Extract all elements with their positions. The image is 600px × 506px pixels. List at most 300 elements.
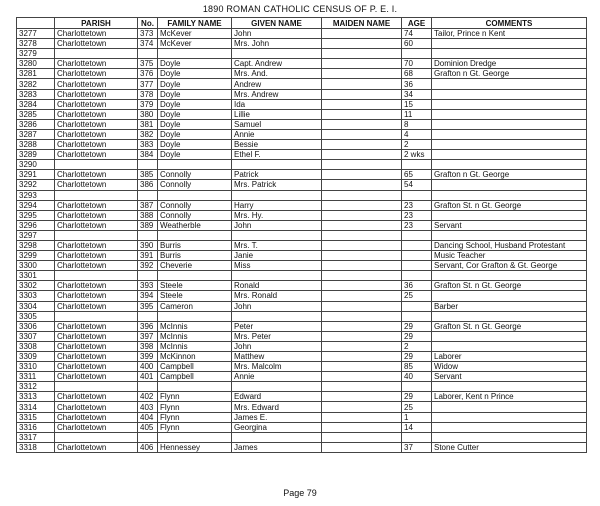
cell-record-number: 3311 [17, 372, 55, 382]
table-row [17, 150, 587, 160]
cell-number: 373 [138, 29, 158, 39]
cell-age: 8 [402, 119, 432, 129]
table-row [17, 99, 587, 109]
cell-age: 74 [402, 29, 432, 39]
cell-given-name [232, 311, 322, 321]
cell-family-name: McKever [158, 29, 232, 39]
cell-parish: Charlottetown [55, 281, 138, 291]
cell-record-number: 3315 [17, 412, 55, 422]
cell-family-name: Flynn [158, 412, 232, 422]
table-row [17, 442, 587, 452]
cell-parish [55, 230, 138, 240]
cell-parish: Charlottetown [55, 240, 138, 250]
cell-number: 397 [138, 331, 158, 341]
cell-age: 29 [402, 331, 432, 341]
header-row [17, 18, 587, 29]
cell-number: 403 [138, 402, 158, 412]
cell-parish: Charlottetown [55, 402, 138, 412]
cell-parish: Charlottetown [55, 69, 138, 79]
cell-maiden-name [322, 352, 402, 362]
cell-comments [432, 412, 587, 422]
cell-record-number: 3300 [17, 261, 55, 271]
cell-record-number: 3301 [17, 271, 55, 281]
cell-number [138, 382, 158, 392]
table-row [17, 170, 587, 180]
cell-number: 377 [138, 79, 158, 89]
cell-family-name: Doyle [158, 89, 232, 99]
cell-record-number: 3314 [17, 402, 55, 412]
cell-given-name [232, 190, 322, 200]
cell-record-number: 3291 [17, 170, 55, 180]
cell-maiden-name [322, 59, 402, 69]
table-row [17, 382, 587, 392]
cell-parish [55, 49, 138, 59]
cell-record-number: 3284 [17, 99, 55, 109]
cell-comments: Grafton St. n Gt. George [432, 200, 587, 210]
cell-comments [432, 109, 587, 119]
cell-family-name: Burris [158, 240, 232, 250]
cell-age [402, 240, 432, 250]
table-row [17, 281, 587, 291]
cell-record-number: 3307 [17, 331, 55, 341]
cell-maiden-name [322, 372, 402, 382]
cell-family-name: Cheverie [158, 261, 232, 271]
cell-number [138, 432, 158, 442]
cell-record-number: 3287 [17, 129, 55, 139]
cell-parish: Charlottetown [55, 442, 138, 452]
cell-given-name: Samuel [232, 119, 322, 129]
cell-record-number: 3306 [17, 321, 55, 331]
cell-comments: Servant, Cor Grafton & Gt. George [432, 261, 587, 271]
table-row [17, 89, 587, 99]
cell-parish: Charlottetown [55, 331, 138, 341]
cell-given-name: Andrew [232, 79, 322, 89]
cell-family-name: McInnis [158, 331, 232, 341]
cell-parish: Charlottetown [55, 372, 138, 382]
cell-age: 70 [402, 59, 432, 69]
cell-maiden-name [322, 362, 402, 372]
cell-maiden-name [322, 79, 402, 89]
header-record [17, 18, 55, 29]
cell-parish: Charlottetown [55, 79, 138, 89]
table-row [17, 180, 587, 190]
cell-given-name: James [232, 442, 322, 452]
cell-maiden-name [322, 422, 402, 432]
cell-given-name: Edward [232, 392, 322, 402]
cell-maiden-name [322, 210, 402, 220]
cell-family-name: Doyle [158, 150, 232, 160]
cell-comments: Grafton St. n Gt. George [432, 321, 587, 331]
header-given-name: GIVEN NAME [232, 18, 322, 29]
cell-comments [432, 99, 587, 109]
cell-record-number: 3290 [17, 160, 55, 170]
cell-family-name: Doyle [158, 69, 232, 79]
cell-number: 388 [138, 210, 158, 220]
cell-family-name [158, 432, 232, 442]
cell-given-name: Patrick [232, 170, 322, 180]
cell-age: 2 wks [402, 150, 432, 160]
table-row [17, 412, 587, 422]
cell-age: 4 [402, 129, 432, 139]
cell-maiden-name [322, 240, 402, 250]
cell-given-name [232, 49, 322, 59]
cell-family-name: Flynn [158, 392, 232, 402]
cell-number: 376 [138, 69, 158, 79]
cell-age: 14 [402, 422, 432, 432]
cell-maiden-name [322, 89, 402, 99]
cell-maiden-name [322, 291, 402, 301]
cell-parish: Charlottetown [55, 109, 138, 119]
cell-number: 396 [138, 321, 158, 331]
cell-number [138, 160, 158, 170]
cell-family-name: Connolly [158, 200, 232, 210]
cell-given-name: Mrs. Peter [232, 331, 322, 341]
cell-comments [432, 129, 587, 139]
cell-comments [432, 210, 587, 220]
cell-parish [55, 432, 138, 442]
cell-number: 383 [138, 140, 158, 150]
cell-number [138, 230, 158, 240]
cell-maiden-name [322, 311, 402, 321]
cell-given-name: Harry [232, 200, 322, 210]
cell-maiden-name [322, 251, 402, 261]
cell-maiden-name [322, 160, 402, 170]
cell-family-name: McKinnon [158, 352, 232, 362]
cell-maiden-name [322, 39, 402, 49]
cell-given-name: Mrs. Ronald [232, 291, 322, 301]
cell-comments [432, 140, 587, 150]
cell-given-name [232, 230, 322, 240]
table-row [17, 49, 587, 59]
cell-age [402, 230, 432, 240]
cell-given-name: Ethel F. [232, 150, 322, 160]
cell-family-name: Doyle [158, 129, 232, 139]
cell-record-number: 3289 [17, 150, 55, 160]
cell-family-name: Campbell [158, 362, 232, 372]
cell-age: 54 [402, 180, 432, 190]
cell-family-name: Doyle [158, 99, 232, 109]
cell-number: 384 [138, 150, 158, 160]
table-row [17, 352, 587, 362]
cell-comments: Music Teacher [432, 251, 587, 261]
header-maiden-name: MAIDEN NAME [322, 18, 402, 29]
cell-given-name: John [232, 220, 322, 230]
cell-parish [55, 271, 138, 281]
cell-age: 37 [402, 442, 432, 452]
table-row [17, 79, 587, 89]
cell-comments [432, 230, 587, 240]
census-table [16, 17, 587, 453]
cell-record-number: 3302 [17, 281, 55, 291]
cell-comments [432, 49, 587, 59]
cell-maiden-name [322, 150, 402, 160]
cell-record-number: 3299 [17, 251, 55, 261]
cell-family-name: Cameron [158, 301, 232, 311]
cell-age: 1 [402, 412, 432, 422]
table-row [17, 200, 587, 210]
cell-comments: Dominion Dredge [432, 59, 587, 69]
cell-maiden-name [322, 331, 402, 341]
cell-age: 29 [402, 392, 432, 402]
cell-family-name [158, 271, 232, 281]
cell-age [402, 311, 432, 321]
table-row [17, 311, 587, 321]
cell-given-name [232, 382, 322, 392]
cell-maiden-name [322, 261, 402, 271]
cell-age [402, 432, 432, 442]
cell-given-name: Peter [232, 321, 322, 331]
cell-family-name: Flynn [158, 402, 232, 412]
cell-maiden-name [322, 190, 402, 200]
header-age: AGE [402, 18, 432, 29]
cell-comments [432, 190, 587, 200]
cell-number: 380 [138, 109, 158, 119]
cell-parish: Charlottetown [55, 301, 138, 311]
cell-given-name: Mrs. Hy. [232, 210, 322, 220]
cell-family-name: Steele [158, 281, 232, 291]
cell-comments [432, 291, 587, 301]
cell-age: 15 [402, 99, 432, 109]
cell-age: 36 [402, 281, 432, 291]
cell-comments [432, 79, 587, 89]
cell-number: 393 [138, 281, 158, 291]
cell-record-number: 3305 [17, 311, 55, 321]
cell-family-name [158, 160, 232, 170]
cell-given-name: Mrs. John [232, 39, 322, 49]
cell-number: 389 [138, 220, 158, 230]
cell-family-name [158, 49, 232, 59]
cell-comments [432, 341, 587, 351]
cell-age [402, 190, 432, 200]
cell-comments: Grafton n Gt. George [432, 170, 587, 180]
cell-comments [432, 89, 587, 99]
cell-given-name: Ida [232, 99, 322, 109]
cell-age: 29 [402, 321, 432, 331]
cell-comments [432, 39, 587, 49]
cell-family-name: Connolly [158, 210, 232, 220]
cell-maiden-name [322, 99, 402, 109]
cell-record-number: 3310 [17, 362, 55, 372]
cell-comments [432, 271, 587, 281]
table-row [17, 69, 587, 79]
header-comments: COMMENTS [432, 18, 587, 29]
cell-age: 25 [402, 402, 432, 412]
cell-parish: Charlottetown [55, 119, 138, 129]
cell-family-name: Burris [158, 251, 232, 261]
table-row [17, 372, 587, 382]
table-row [17, 341, 587, 351]
cell-family-name: Connolly [158, 170, 232, 180]
cell-record-number: 3294 [17, 200, 55, 210]
cell-given-name: Bessie [232, 140, 322, 150]
cell-family-name [158, 311, 232, 321]
cell-record-number: 3280 [17, 59, 55, 69]
cell-parish: Charlottetown [55, 291, 138, 301]
cell-record-number: 3309 [17, 352, 55, 362]
cell-given-name: Georgina [232, 422, 322, 432]
table-row [17, 422, 587, 432]
cell-parish: Charlottetown [55, 170, 138, 180]
cell-given-name [232, 432, 322, 442]
cell-record-number: 3285 [17, 109, 55, 119]
cell-number: 405 [138, 422, 158, 432]
cell-comments: Widow [432, 362, 587, 372]
cell-given-name: Capt. Andrew [232, 59, 322, 69]
cell-maiden-name [322, 412, 402, 422]
table-row [17, 261, 587, 271]
header-number: No. [138, 18, 158, 29]
cell-comments: Stone Cutter [432, 442, 587, 452]
table-row [17, 210, 587, 220]
cell-maiden-name [322, 109, 402, 119]
table-row [17, 301, 587, 311]
table-row [17, 331, 587, 341]
cell-number: 374 [138, 39, 158, 49]
table-row [17, 362, 587, 372]
cell-maiden-name [322, 69, 402, 79]
cell-parish: Charlottetown [55, 59, 138, 69]
cell-parish: Charlottetown [55, 150, 138, 160]
cell-comments [432, 180, 587, 190]
header-parish: PARISH [55, 18, 138, 29]
cell-record-number: 3316 [17, 422, 55, 432]
cell-number: 392 [138, 261, 158, 271]
cell-maiden-name [322, 119, 402, 129]
table-row [17, 220, 587, 230]
table-row [17, 392, 587, 402]
cell-record-number: 3298 [17, 240, 55, 250]
cell-parish: Charlottetown [55, 29, 138, 39]
cell-number: 406 [138, 442, 158, 452]
cell-parish: Charlottetown [55, 341, 138, 351]
cell-maiden-name [322, 392, 402, 402]
cell-age [402, 251, 432, 261]
cell-record-number: 3296 [17, 220, 55, 230]
cell-given-name: Annie [232, 372, 322, 382]
document-title: 1890 ROMAN CATHOLIC CENSUS OF P. E. I. [202, 4, 398, 14]
cell-comments [432, 402, 587, 412]
cell-parish: Charlottetown [55, 140, 138, 150]
cell-maiden-name [322, 200, 402, 210]
cell-family-name [158, 230, 232, 240]
cell-age: 23 [402, 220, 432, 230]
cell-age: 25 [402, 291, 432, 301]
cell-family-name: Doyle [158, 109, 232, 119]
cell-family-name: Hennessey [158, 442, 232, 452]
cell-family-name: Doyle [158, 119, 232, 129]
cell-family-name [158, 382, 232, 392]
cell-record-number: 3281 [17, 69, 55, 79]
cell-number: 378 [138, 89, 158, 99]
cell-parish: Charlottetown [55, 392, 138, 402]
cell-age: 23 [402, 200, 432, 210]
cell-parish: Charlottetown [55, 89, 138, 99]
cell-comments [432, 432, 587, 442]
table-row [17, 59, 587, 69]
cell-number [138, 49, 158, 59]
cell-number: 395 [138, 301, 158, 311]
cell-number: 386 [138, 180, 158, 190]
cell-given-name: Annie [232, 129, 322, 139]
cell-age [402, 261, 432, 271]
cell-record-number: 3313 [17, 392, 55, 402]
cell-record-number: 3292 [17, 180, 55, 190]
cell-record-number: 3295 [17, 210, 55, 220]
cell-number: 391 [138, 251, 158, 261]
cell-age [402, 382, 432, 392]
cell-maiden-name [322, 129, 402, 139]
cell-record-number: 3317 [17, 432, 55, 442]
table-row [17, 129, 587, 139]
cell-comments: Grafton n Gt. George [432, 69, 587, 79]
cell-record-number: 3278 [17, 39, 55, 49]
page-number: Page 79 [283, 488, 317, 498]
cell-record-number: 3282 [17, 79, 55, 89]
cell-comments: Laborer, Kent n Prince [432, 392, 587, 402]
cell-comments: Dancing School, Husband Protestant [432, 240, 587, 250]
census-body [17, 29, 587, 453]
cell-family-name: McInnis [158, 321, 232, 331]
cell-record-number: 3297 [17, 230, 55, 240]
table-row [17, 230, 587, 240]
cell-parish [55, 160, 138, 170]
cell-maiden-name [322, 382, 402, 392]
cell-family-name: Weatherble [158, 220, 232, 230]
cell-age: 23 [402, 210, 432, 220]
cell-number: 394 [138, 291, 158, 301]
table-row [17, 119, 587, 129]
cell-number [138, 271, 158, 281]
cell-number: 382 [138, 129, 158, 139]
cell-family-name: Doyle [158, 59, 232, 69]
cell-family-name: McKever [158, 39, 232, 49]
cell-family-name: Steele [158, 291, 232, 301]
cell-maiden-name [322, 220, 402, 230]
cell-comments: Grafton St. n Gt. George [432, 281, 587, 291]
cell-age: 68 [402, 69, 432, 79]
cell-parish: Charlottetown [55, 412, 138, 422]
cell-number: 399 [138, 352, 158, 362]
cell-parish: Charlottetown [55, 251, 138, 261]
cell-age: 2 [402, 140, 432, 150]
cell-family-name: McInnis [158, 341, 232, 351]
cell-parish: Charlottetown [55, 210, 138, 220]
cell-given-name: John [232, 301, 322, 311]
table-row [17, 190, 587, 200]
cell-age [402, 271, 432, 281]
cell-number: 404 [138, 412, 158, 422]
cell-maiden-name [322, 230, 402, 240]
cell-maiden-name [322, 271, 402, 281]
table-row [17, 251, 587, 261]
cell-age: 11 [402, 109, 432, 119]
cell-given-name: Mrs. And. [232, 69, 322, 79]
cell-given-name: Mrs. Malcolm [232, 362, 322, 372]
cell-given-name: Miss [232, 261, 322, 271]
cell-age: 2 [402, 341, 432, 351]
cell-age: 60 [402, 39, 432, 49]
cell-given-name: John [232, 29, 322, 39]
cell-given-name: Mrs. Andrew [232, 89, 322, 99]
cell-number: 387 [138, 200, 158, 210]
cell-age: 34 [402, 89, 432, 99]
cell-maiden-name [322, 180, 402, 190]
cell-age: 65 [402, 170, 432, 180]
cell-family-name: Doyle [158, 79, 232, 89]
cell-comments: Servant [432, 220, 587, 230]
cell-record-number: 3308 [17, 341, 55, 351]
cell-maiden-name [322, 341, 402, 351]
